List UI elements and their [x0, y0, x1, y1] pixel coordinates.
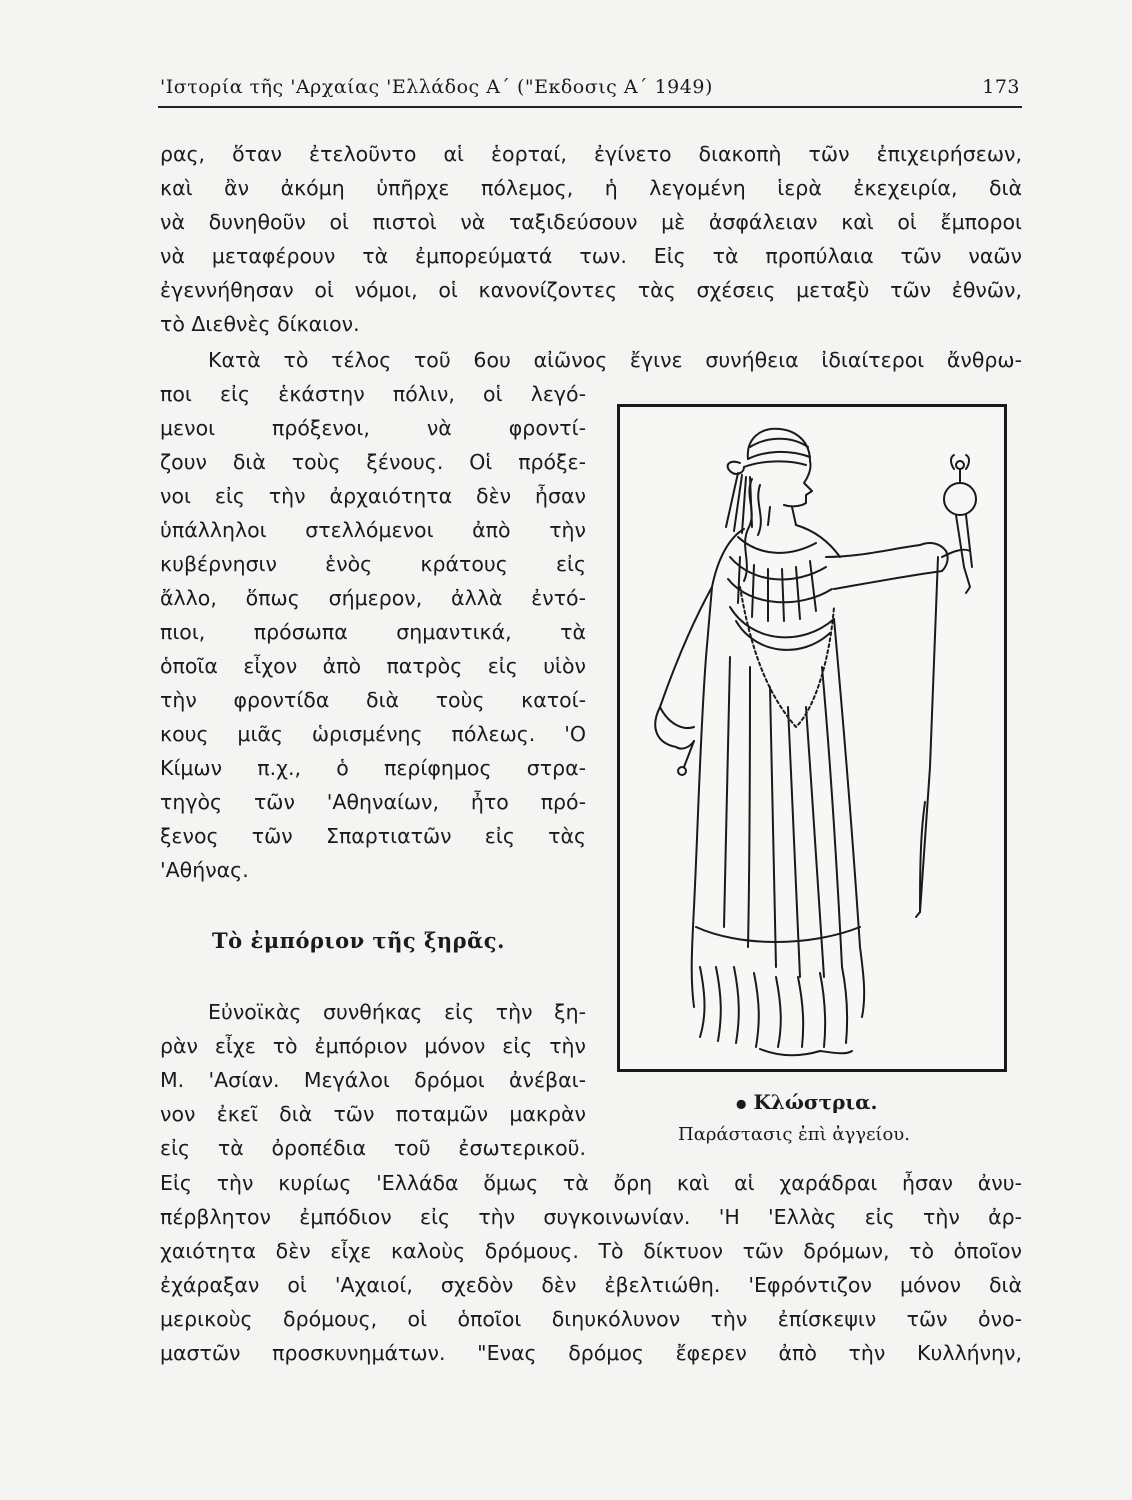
- text-line: Μ. 'Ασίαν. Μεγάλοι δρόμοι ἀνέβαι-: [160, 1068, 586, 1092]
- text-line: ἐγεννήθησαν οἱ νόμοι, οἱ κανονίζοντες τὰς σχέσεις μεταξὺ τῶν ἐθνῶν,: [160, 278, 1022, 302]
- page-number: 173: [982, 76, 1020, 98]
- text-line: ρὰν εἶχε τὸ ἐμπόριον μόνον εἰς τὴν: [160, 1034, 586, 1058]
- text-line: τὸ Διεθνὲς δίκαιον.: [160, 312, 360, 336]
- text-line: τηγὸς τῶν 'Αθηναίων, ἦτο πρό-: [160, 790, 586, 814]
- header-rule: [158, 106, 1022, 108]
- text-line: μαστῶν προσκυνημάτων. "Ενας δρόμος ἔφερεν ἀπὸ τὴν Κυλλήνην,: [160, 1341, 1022, 1365]
- text-line: νὰ δυνηθοῦν οἱ πιστοὶ νὰ ταξιδεύσουν μὲ ἀσφάλειαν καὶ οἱ ἔμποροι: [160, 210, 1022, 234]
- text-line: Εἰς τὴν κυρίως 'Ελλάδα ὅμως τὰ ὄρη καὶ αἱ χαράδραι ἦσαν ἀνυ-: [160, 1171, 1022, 1195]
- text-line: ρας, ὅταν ἐτελοῦντο αἱ ἑορταί, ἐγίνετο διακοπὴ τῶν ἐπιχειρήσεων,: [160, 142, 1022, 166]
- text-line: μερικοὺς δρόμους, οἱ ὁποῖοι διηυκόλυνον τὴν ἐπίσκεψιν τῶν ὀνο-: [160, 1307, 1022, 1331]
- text-line: χαιότητα δὲν εἶχε καλοὺς δρόμους. Τὸ δίκτυον τῶν δρόμων, τὸ ὁποῖον: [160, 1239, 1022, 1263]
- spinner-woman-illustration: [620, 407, 1004, 1069]
- text-line: νὰ μεταφέρουν τὰ ἐμπορεύματά των. Εἰς τὰ προπύλαια τῶν ναῶν: [160, 244, 1022, 268]
- caption-title-text: Κλώστρια.: [753, 1090, 878, 1114]
- text-line: 'Αθήνας.: [160, 858, 249, 882]
- text-line: ἄλλο, ὅπως σήμερον, ἀλλὰ ἐντό-: [160, 586, 586, 610]
- figure-caption-subtitle: Παράστασις ἐπὶ ἀγγείου.: [678, 1124, 910, 1145]
- text-line: ὁποῖα εἶχον ἀπὸ πατρὸς εἰς υἱὸν: [160, 654, 586, 678]
- figure-caption-title: [736, 1090, 877, 1114]
- text-line: ζουν διὰ τοὺς ξένους. Οἱ πρόξε-: [160, 450, 586, 474]
- text-line: ὑπάλληλοι στελλόμενοι ἀπὸ τὴν: [160, 518, 586, 542]
- text-line: ἐχάραξαν οἱ 'Αχαιοί, σχεδὸν δὲν ἐβελτιώθη. 'Εφρόντιζον μόνον διὰ: [160, 1273, 1022, 1297]
- text-line: εἰς τὰ ὀροπέδια τοῦ ἐσωτερικοῦ.: [160, 1136, 586, 1160]
- text-line: ποι εἰς ἑκάστην πόλιν, οἱ λεγό-: [160, 382, 586, 406]
- text-line: πέρβλητον ἐμπόδιον εἰς τὴν συγκοινωνίαν. 'Η 'Ελλὰς εἰς τὴν ἀρ-: [160, 1205, 1022, 1229]
- text-line: Κατὰ τὸ τέλος τοῦ 6ου αἰῶνος ἔγινε συνήθεια ἰδιαίτεροι ἄνθρω-: [208, 348, 1022, 372]
- bullet-icon: ●: [736, 1096, 747, 1111]
- text-line: κους μιᾶς ὡρισμένης πόλεως. 'Ο: [160, 722, 586, 746]
- text-line: ξενος τῶν Σπαρτιατῶν εἰς τὰς: [160, 824, 586, 848]
- text-line: Εὐνοϊκὰς συνθήκας εἰς τὴν ξη-: [208, 1000, 586, 1024]
- text-line: νον ἐκεῖ διὰ τῶν ποταμῶν μακρὰν: [160, 1102, 586, 1126]
- header-title: 'Ιστορία τῆς 'Αρχαίας 'Ελλάδος Α΄ ("Εκδοσις Α΄ 1949): [160, 76, 713, 98]
- text-line: νοι εἰς τὴν ἀρχαιότητα δὲν ἦσαν: [160, 484, 586, 508]
- text-line: καὶ ἂν ἀκόμη ὑπῆρχε πόλεμος, ἡ λεγομένη ἱερὰ ἐκεχειρία, διὰ: [160, 176, 1022, 200]
- text-line: πιοι, πρόσωπα σημαντικά, τὰ: [160, 620, 586, 644]
- text-line: κυβέρνησιν ἑνὸς κράτους εἰς: [160, 552, 586, 576]
- section-heading: Τὸ ἐμπόριον τῆς ξηρᾶς.: [212, 928, 505, 953]
- figure-frame: [617, 404, 1007, 1072]
- text-line: μενοι πρόξενοι, νὰ φροντί-: [160, 416, 586, 440]
- text-line: τὴν φροντίδα διὰ τοὺς κατοί-: [160, 688, 586, 712]
- text-line: Κίμων π.χ., ὁ περίφημος στρα-: [160, 756, 586, 780]
- running-header: [160, 72, 1020, 106]
